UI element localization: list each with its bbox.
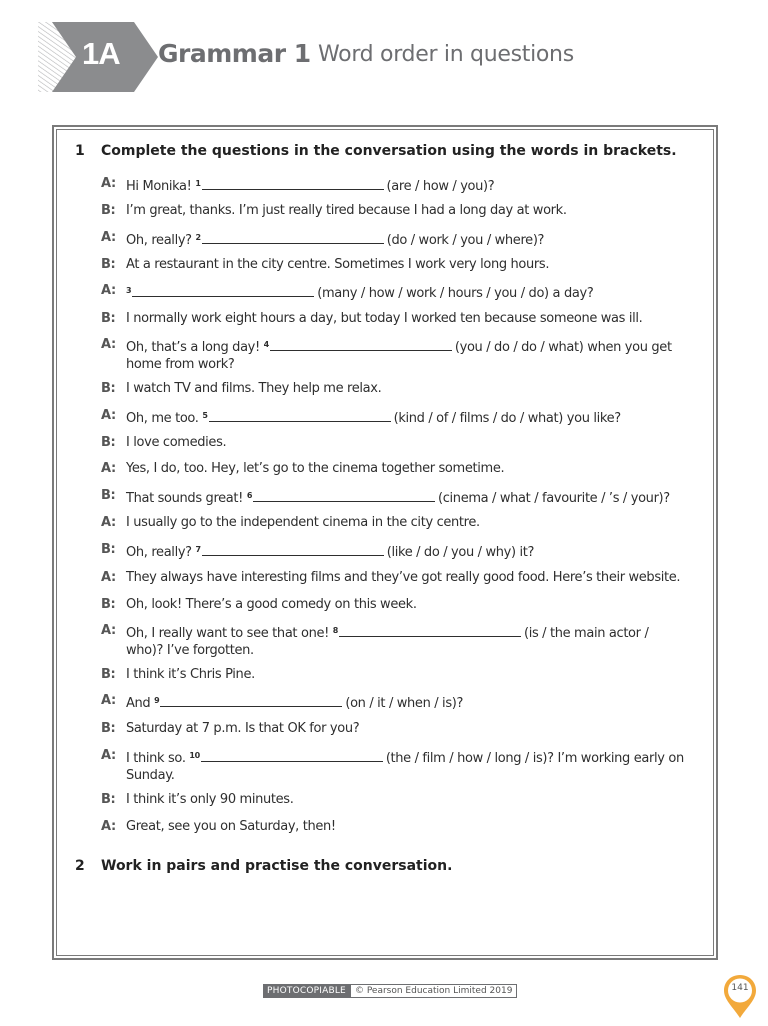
- line-text: [126, 256, 686, 273]
- dialogue-text: Yes, I do, too. Hey, let’s go to the cinema together sometime.: [126, 461, 505, 476]
- speaker-label: A:: [101, 176, 116, 191]
- line-text: [126, 622, 686, 659]
- answer-blank[interactable]: [253, 490, 435, 502]
- speaker-label: B:: [101, 597, 116, 612]
- dialogue-text-before-gap: I think so.: [126, 751, 190, 766]
- word-prompt: (like / do / you / why) it?: [386, 545, 535, 560]
- dialogue-text: I think it’s Chris Pine.: [126, 667, 255, 682]
- speaker-label: A:: [101, 230, 116, 245]
- speaker-label: A:: [101, 748, 116, 763]
- dialogue-text-before-gap: That sounds great!: [126, 491, 247, 506]
- line-text: [126, 487, 686, 507]
- exercise-1-number: 1: [75, 143, 85, 159]
- answer-blank[interactable]: [201, 750, 383, 762]
- exercise-2-number: 2: [75, 858, 85, 874]
- dialogue-text-before-gap: Oh, I really want to see that one!: [126, 626, 333, 641]
- line-text: [126, 336, 686, 373]
- dialogue-text: Saturday at 7 p.m. Is that OK for you?: [126, 721, 360, 736]
- speaker-label: B:: [101, 721, 116, 736]
- word-prompt: (do / work / you / where)?: [386, 233, 545, 248]
- line-text: [126, 596, 686, 613]
- page-number: 141: [731, 983, 749, 993]
- word-prompt: (are / how / you)?: [386, 179, 495, 194]
- dialogue-text: At a restaurant in the city centre. Sometimes I work very long hours.: [126, 257, 550, 272]
- speaker-label: B:: [101, 203, 116, 218]
- dialogue-text: Great, see you on Saturday, then!: [126, 819, 336, 834]
- page-title: Grammar 1: [158, 39, 311, 68]
- map-pin-icon: [721, 973, 759, 1021]
- word-prompt: (many / how / work / hours / you / do) a day?: [317, 286, 594, 301]
- speaker-label: A:: [101, 408, 116, 423]
- footer: [263, 984, 517, 998]
- line-text: [126, 692, 686, 712]
- speaker-label: B:: [101, 792, 116, 807]
- dialogue-text-before-gap: Oh, really?: [126, 233, 196, 248]
- line-text: [126, 791, 686, 808]
- page-subtitle: Word order in questions: [318, 42, 574, 67]
- gap-number: 3: [126, 286, 132, 295]
- speaker-label: B:: [101, 542, 116, 557]
- exercise-1-heading: [75, 143, 677, 159]
- exercise-2-heading: [75, 858, 452, 874]
- speaker-label: B:: [101, 667, 116, 682]
- line-text: [126, 569, 686, 586]
- dialogue-text: Oh, look! There’s a good comedy on this week.: [126, 597, 417, 612]
- line-text: [126, 175, 686, 195]
- speaker-label: A:: [101, 623, 116, 638]
- line-text: [126, 818, 686, 835]
- dialogue-text: I think it’s only 90 minutes.: [126, 792, 294, 807]
- speaker-label: A:: [101, 819, 116, 834]
- word-prompt: (on / it / when / is)?: [345, 696, 464, 711]
- gap-number: 7: [195, 545, 201, 554]
- speaker-label: A:: [101, 283, 116, 298]
- word-prompt: (is / the main actor / who)? I’ve forgotten.: [126, 626, 649, 658]
- dialogue-text-before-gap: Hi Monika!: [126, 179, 196, 194]
- dialogue-text-before-gap: Oh, me too.: [126, 411, 203, 426]
- speaker-label: B:: [101, 257, 116, 272]
- line-text: [126, 407, 686, 427]
- line-text: [126, 541, 686, 561]
- line-text: [126, 460, 686, 477]
- gap-number: 4: [263, 340, 269, 349]
- gap-number: 2: [195, 233, 201, 242]
- photocopiable-tag: PHOTOCOPIABLE: [263, 984, 350, 998]
- dialogue-text: They always have interesting films and they’ve got really good food. Here’s their website.: [126, 570, 681, 585]
- speaker-label: A:: [101, 337, 116, 352]
- page-number-marker: [721, 973, 759, 1021]
- line-text: [126, 202, 686, 219]
- dialogue-text-before-gap: And: [126, 696, 155, 711]
- line-text: [126, 380, 686, 397]
- line-text: [126, 720, 686, 737]
- speaker-label: B:: [101, 311, 116, 326]
- dialogue-text: I watch TV and films. They help me relax.: [126, 381, 382, 396]
- line-text: [126, 229, 686, 249]
- unit-badge-label: 1A: [82, 36, 120, 71]
- page-header: [38, 22, 728, 92]
- line-text: [126, 666, 686, 683]
- gap-number: 6: [246, 491, 253, 500]
- dialogue-text-before-gap: Oh, really?: [126, 545, 196, 560]
- gap-number: 1: [195, 179, 201, 188]
- line-text: [126, 282, 686, 302]
- answer-blank[interactable]: [202, 232, 384, 244]
- copyright-notice: © Pearson Education Limited 2019: [350, 984, 517, 998]
- gap-number: 5: [202, 411, 208, 420]
- speaker-label: B:: [101, 488, 116, 503]
- dialogue-text: I normally work eight hours a day, but today I worked ten because someone was ill.: [126, 311, 643, 326]
- answer-blank[interactable]: [270, 339, 452, 351]
- answer-blank[interactable]: [209, 410, 391, 422]
- dialogue-text-before-gap: Oh, that’s a long day!: [126, 340, 264, 355]
- speaker-label: B:: [101, 435, 116, 450]
- speaker-label: A:: [101, 515, 116, 530]
- answer-blank[interactable]: [160, 695, 342, 707]
- word-prompt: (kind / of / films / do / what) you like?: [393, 411, 621, 426]
- answer-blank[interactable]: [339, 625, 521, 637]
- answer-blank[interactable]: [132, 285, 314, 297]
- answer-blank[interactable]: [202, 178, 384, 190]
- word-prompt: (cinema / what / favourite / ’s / your)?: [438, 491, 670, 506]
- gap-number: 9: [154, 696, 160, 705]
- line-text: [126, 434, 686, 451]
- answer-blank[interactable]: [202, 544, 384, 556]
- gap-number: 10: [189, 751, 200, 760]
- dialogue-text: I love comedies.: [126, 435, 227, 450]
- word-prompt: (the / film / how / long / is)? I’m working early on Sunday.: [126, 751, 684, 783]
- speaker-label: A:: [101, 693, 116, 708]
- exercise-1-instruction: Complete the questions in the conversation using the words in brackets.: [101, 143, 677, 159]
- line-text: [126, 514, 686, 531]
- speaker-label: B:: [101, 381, 116, 396]
- exercise-2-instruction: Work in pairs and practise the conversation.: [101, 858, 453, 874]
- speaker-label: A:: [101, 570, 116, 585]
- word-prompt: (you / do / do / what) when you get home from work?: [126, 340, 672, 372]
- dialogue-text: I usually go to the independent cinema in the city centre.: [126, 515, 480, 530]
- line-text: [126, 310, 686, 327]
- gap-number: 8: [332, 626, 338, 635]
- line-text: [126, 747, 686, 784]
- dialogue-text: I’m great, thanks. I’m just really tired because I had a long day at work.: [126, 203, 567, 218]
- speaker-label: A:: [101, 461, 116, 476]
